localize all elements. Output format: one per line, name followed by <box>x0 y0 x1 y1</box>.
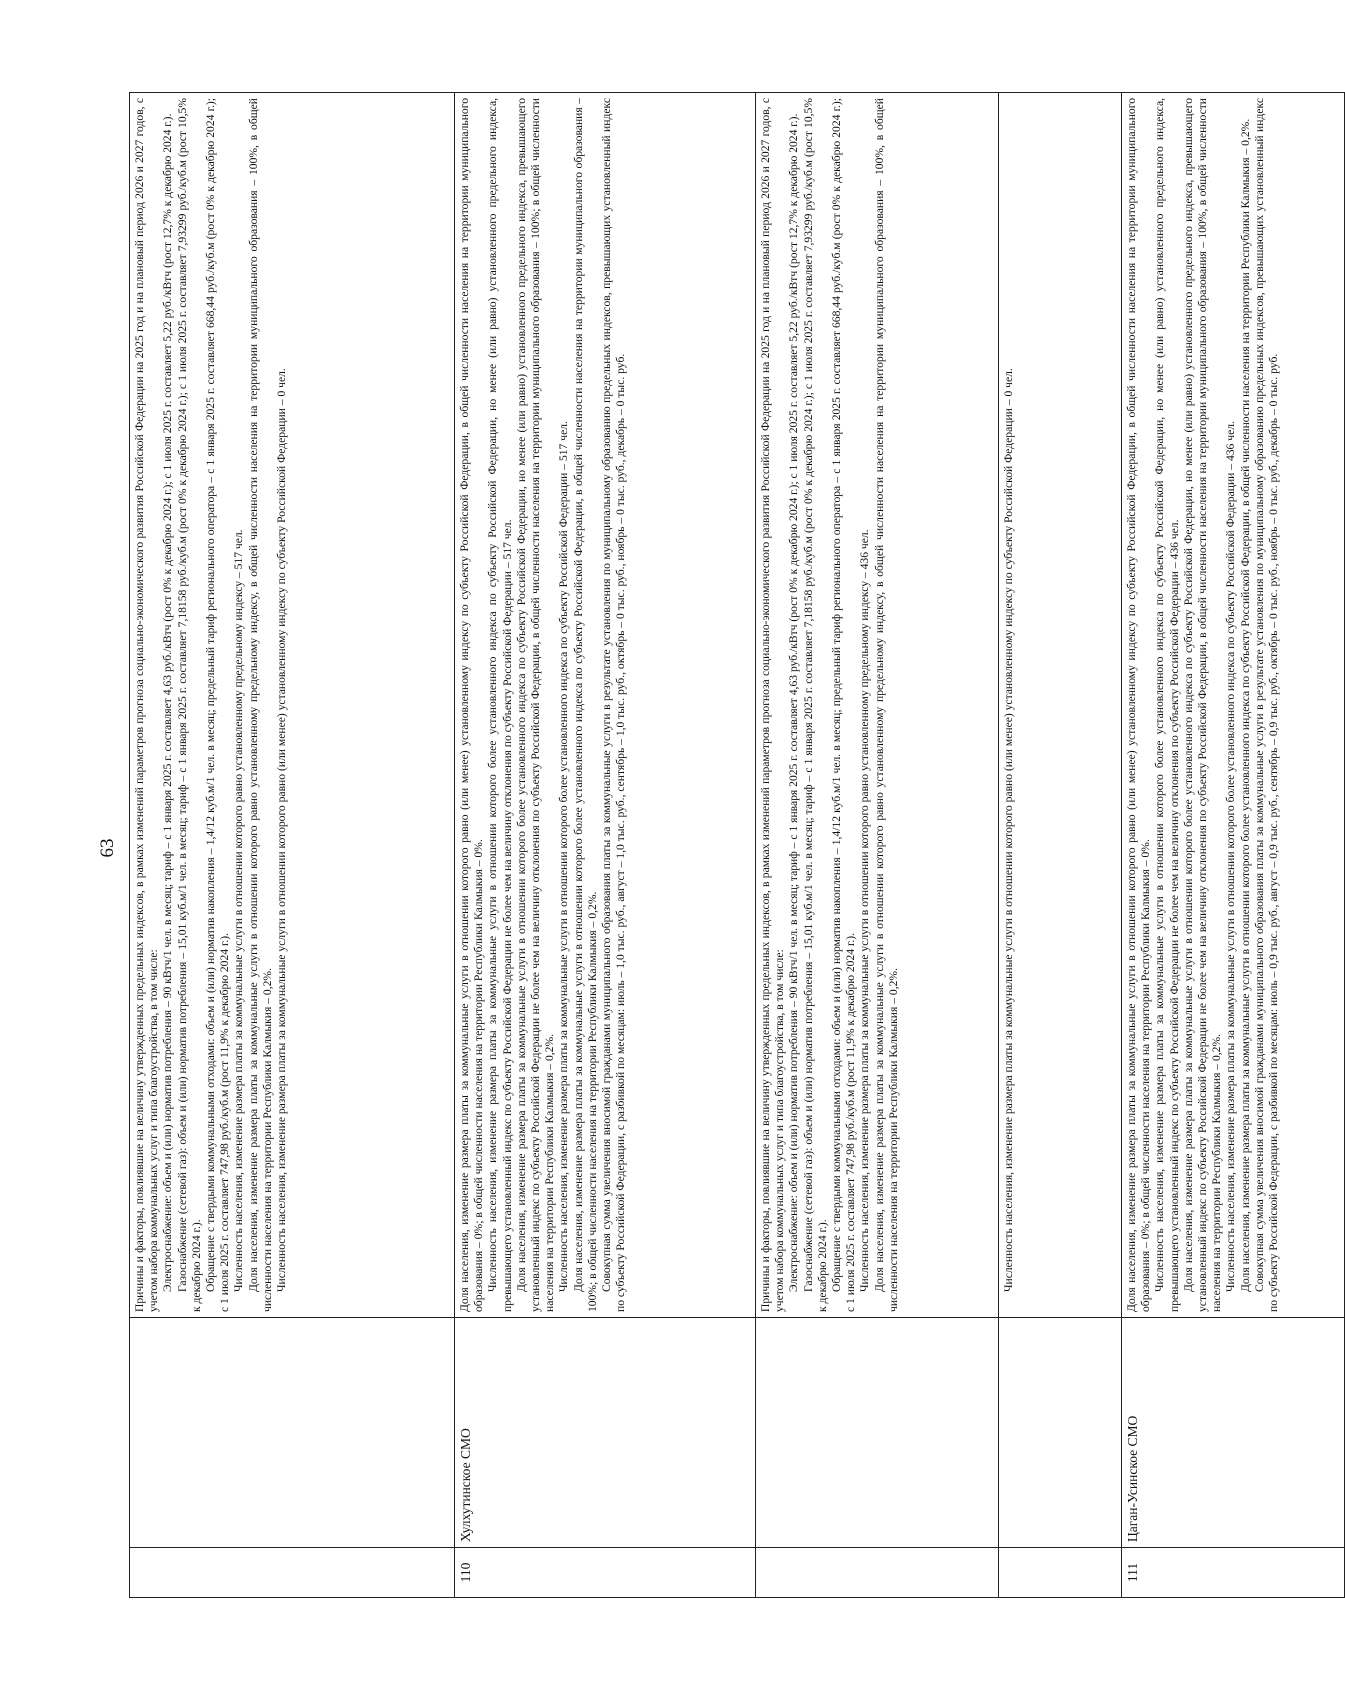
paragraph: Совокупная сумма увеличения вносимой гражданами муниципального образования платы за коммунальные услуги в результате установления по муниципальному образованию предельных индексов, превышающих установленный индекс по субъекту Российской Федерации, с разбивкой по месяцам: июль – 1,0 тыс. руб., август – 1,0 тыс. руб., сентябрь – 1,0 тыс. руб., октябрь – 0 тыс. руб., ноябрь – 0 тыс. руб., декабрь – 0 тыс. руб. <box>600 98 628 1312</box>
paragraph: Численность населения, изменение размера платы за коммунальные услуги в отношении которого равно установленному предельному индексу – 517 чел. <box>232 529 246 1292</box>
municipality-name-cell: Хулхутинское СМО <box>455 1318 756 1548</box>
paragraph: Электроснабжение: объем и (или) норматив потребления – 90 кВтч/1 чел. в месяц; тариф – с 1 января 2025 г. составляет 4,63 руб./кВтч (рост 0% к декабрю 2024 г.); с 1 июля 2025 г. составляет 5,22 руб./кВтч (рост 12,7% к декабрю 2024 г.). <box>787 113 801 1292</box>
description-cell <box>130 93 455 1318</box>
paragraph: Численность населения, изменение размера платы за коммунальные услуги в отношении которого более установленного индекса по субъекту Российской Федерации – 436 чел. <box>1224 421 1238 1292</box>
paragraph: Численность населения, изменение размера платы за коммунальные услуги в отношении которого равно установленному предельному индексу – 436 чел. <box>858 529 872 1292</box>
paragraph: Численность населения, изменение размера платы за коммунальные услуги в отношении которого более установленного индекса по субъекту Российской Федерации, но менее (или равно) установленного предельного индекса, превышающего установленный индекс по субъекту Российской Федерации не более чем на величину отклонения по субъекту Российской Федерации – 436 чел. <box>1153 98 1181 1312</box>
paragraph: Доля населения, изменение размера платы за коммунальные услуги в отношении которого равно (или менее) установленному индексу по субъекту Российской Федерации, в общей численности населения на территории муниципального образования – 0%; в общей численности населения на территории Республики Калмыкия – 0%. <box>1125 98 1153 1312</box>
row-number-cell <box>999 1548 1122 1598</box>
page-number: 63 <box>97 838 118 858</box>
paragraph: Доля населения, изменение размера платы за коммунальные услуги в отношении которого равно установленному предельному индексу, в общей численности населения на территории муниципального образования – 100%, в общей численности населения на территории Республики Калмыкия – 0,2%. <box>872 98 900 1312</box>
paragraph: Причины и факторы, повлиявшие на величину утвержденных предельных индексов, в рамках изменений параметров прогноза социально-экономического развития Российской Федерации на 2025 год и на плановый период 2026 и 2027 годов, с учетом набора коммунальных услуг и типа благоустройства, в том числе: <box>133 98 161 1312</box>
paragraph: Доля населения, изменение размера платы за коммунальные услуги в отношении которого равно установленному предельному индексу, в общей численности населения на территории муниципального образования – 100%, в общей численности населения на территории Республики Калмыкия – 0,2%. <box>246 98 274 1312</box>
municipality-name-cell: Цаган-Усинское СМО <box>1122 1318 1345 1548</box>
paragraph: Причины и факторы, повлиявшие на величину утвержденных предельных индексов, в рамках изменений параметров прогноза социально-экономического развития Российской Федерации на 2025 год и на плановый период 2026 и 2027 годов, с учетом набора коммунальных услуг и типа благоустройства, в том числе: <box>759 98 787 1312</box>
paragraph: Доля населения, изменение размера платы за коммунальные услуги в отношении которого равно (или менее) установленному индексу по субъекту Российской Федерации, в общей численности населения на территории муниципального образования – 0%; в общей численности населения на территории Республики Калмыкия – 0%. <box>458 98 486 1312</box>
paragraph: Газоснабжение (сетевой газ): объем и (или) норматив потребления – 15,01 куб.м/1 чел. в месяц; тариф – с 1 января 2025 г. составляет 7,18158 руб./куб.м (рост 0% к декабрю 2024 г.); с 1 июля 2025 г. составляет 7,93299 руб./куб.м (рост 10,5% к декабрю 2024 г.). <box>801 98 829 1312</box>
paragraph: Численность населения, изменение размера платы за коммунальные услуги в отношении которого более установленного индекса по субъекту Российской Федерации, но менее (или равно) установленного предельного индекса, превышающего установленный индекс по субъекту Российской Федерации не более чем на величину отклонения по субъекту Российской Федерации – 517 чел. <box>486 98 514 1312</box>
municipality-name-cell <box>999 1318 1122 1548</box>
paragraph: Численность населения, изменение размера платы за коммунальные услуги в отношении которого более установленного индекса по субъекту Российской Федерации – 517 чел. <box>557 421 571 1292</box>
paragraph: Электроснабжение: объем и (или) норматив потребления – 90 кВтч/1 чел. в месяц; тариф – с 1 января 2025 г. составляет 4,63 руб./кВтч (рост 0% к декабрю 2024 г.); с 1 июля 2025 г. составляет 5,22 руб./кВтч (рост 12,7% к декабрю 2024 г.). <box>161 113 175 1292</box>
paragraph: Доля населения, изменение размера платы за коммунальные услуги в отношении которого более установленного индекса по субъекту Российской Федерации, в общей численности населения на территории муниципального образования – 100%; в общей численности населения на территории Республики Калмыкия – 0,2%. <box>571 98 599 1312</box>
row-number-cell <box>130 1548 455 1598</box>
paragraph: Доля населения, изменение размера платы за коммунальные услуги в отношении которого более установленного индекса по субъекту Российской Федерации, но менее (или равно) установленного предельного индекса, превышающего установленный индекс по субъекту Российской Федерации не более чем на величину отклонения по субъекту Российской Федерации, в общей численности населения на территории муниципального образования – 100%, в общей численности населения на территории Республики Калмыкия – 0,2%. <box>1181 98 1224 1312</box>
table-row <box>455 93 756 1598</box>
table-row <box>999 93 1122 1598</box>
table-row <box>130 93 455 1598</box>
row-number-cell <box>756 1548 999 1598</box>
paragraph: Совокупная сумма увеличения вносимой гражданами муниципального образования платы за коммунальные услуги в результате установления по муниципальному образованию предельных индексов, превышающих установленный индекс по субъекту Российской Федерации, с разбивкой по месяцам: июль – 0,9 тыс. руб., август – 0,9 тыс. руб., сентябрь – 0,9 тыс. руб., октябрь – 0 тыс. руб., ноябрь – 0 тыс. руб., декабрь – 0 тыс. руб. <box>1252 98 1281 1312</box>
paragraph: Обращение с твердыми коммунальными отходами: объем и (или) норматив накопления – 1,4/12 куб.м/1 чел. в месяц; предельный тариф регионального оператора – с 1 января 2025 г. составляет 668,44 руб./куб.м (рост 0% к декабрю 2024 г.); с 1 июля 2025 г. составляет 747,98 руб./куб.м (рост 11,9% к декабрю 2024 г.). <box>830 98 858 1312</box>
municipality-name-cell <box>756 1318 999 1548</box>
indices-table <box>129 92 1345 1598</box>
description-cell <box>455 93 756 1318</box>
rotated-landscape-page <box>85 58 1281 1638</box>
paragraph: Доля населения, изменение размера платы за коммунальные услуги в отношении которого более установленного индекса по субъекту Российской Федерации, в общей численности населения на территории Республики Калмыкия – 0,2%. <box>1238 118 1252 1292</box>
description-cell <box>999 93 1122 1318</box>
paragraph: Обращение с твердыми коммунальными отходами: объем и (или) норматив накопления – 1,4/12 куб.м/1 чел. в месяц; предельный тариф регионального оператора – с 1 января 2025 г. составляет 668,44 руб./куб.м (рост 0% к декабрю 2024 г.); с 1 июля 2025 г. составляет 747,98 руб./куб.м (рост 11,9% к декабрю 2024 г.). <box>204 98 232 1312</box>
description-cell <box>756 93 999 1318</box>
paragraph: Численность населения, изменение размера платы за коммунальные услуги в отношении которого равно (или менее) установленному индексу по субъекту Российской Федерации – 0 чел. <box>1002 368 1015 1292</box>
paragraph: Доля населения, изменение размера платы за коммунальные услуги в отношении которого более установленного индекса по субъекту Российской Федерации, но менее (или равно) установленного предельного индекса, превышающего установленный индекс по субъекту Российской Федерации не более чем на величину отклонения по субъекту Российской Федерации, в общей численности населения на территории муниципального образования – 100%; в общей численности населения на территории Республики Калмыкия – 0,2%. <box>514 98 557 1312</box>
table-row <box>756 93 999 1598</box>
description-cell <box>1122 93 1345 1318</box>
table-row <box>1122 93 1345 1598</box>
row-number-cell: 111 <box>1122 1548 1345 1598</box>
paragraph: Численность населения, изменение размера платы за коммунальные услуги в отношении которого равно (или менее) установленному индексу по субъекту Российской Федерации – 0 чел. <box>275 368 289 1292</box>
paragraph: Газоснабжение (сетевой газ): объем и (или) норматив потребления – 15,01 куб.м/1 чел. в месяц; тариф – с 1 января 2025 г. составляет 7,18158 руб./куб.м (рост 0% к декабрю 2024 г.); с 1 июля 2025 г. составляет 7,93299 руб./куб.м (рост 10,5% к декабрю 2024 г.). <box>175 98 203 1312</box>
row-number-cell: 110 <box>455 1548 756 1598</box>
municipality-name-cell <box>130 1318 455 1548</box>
